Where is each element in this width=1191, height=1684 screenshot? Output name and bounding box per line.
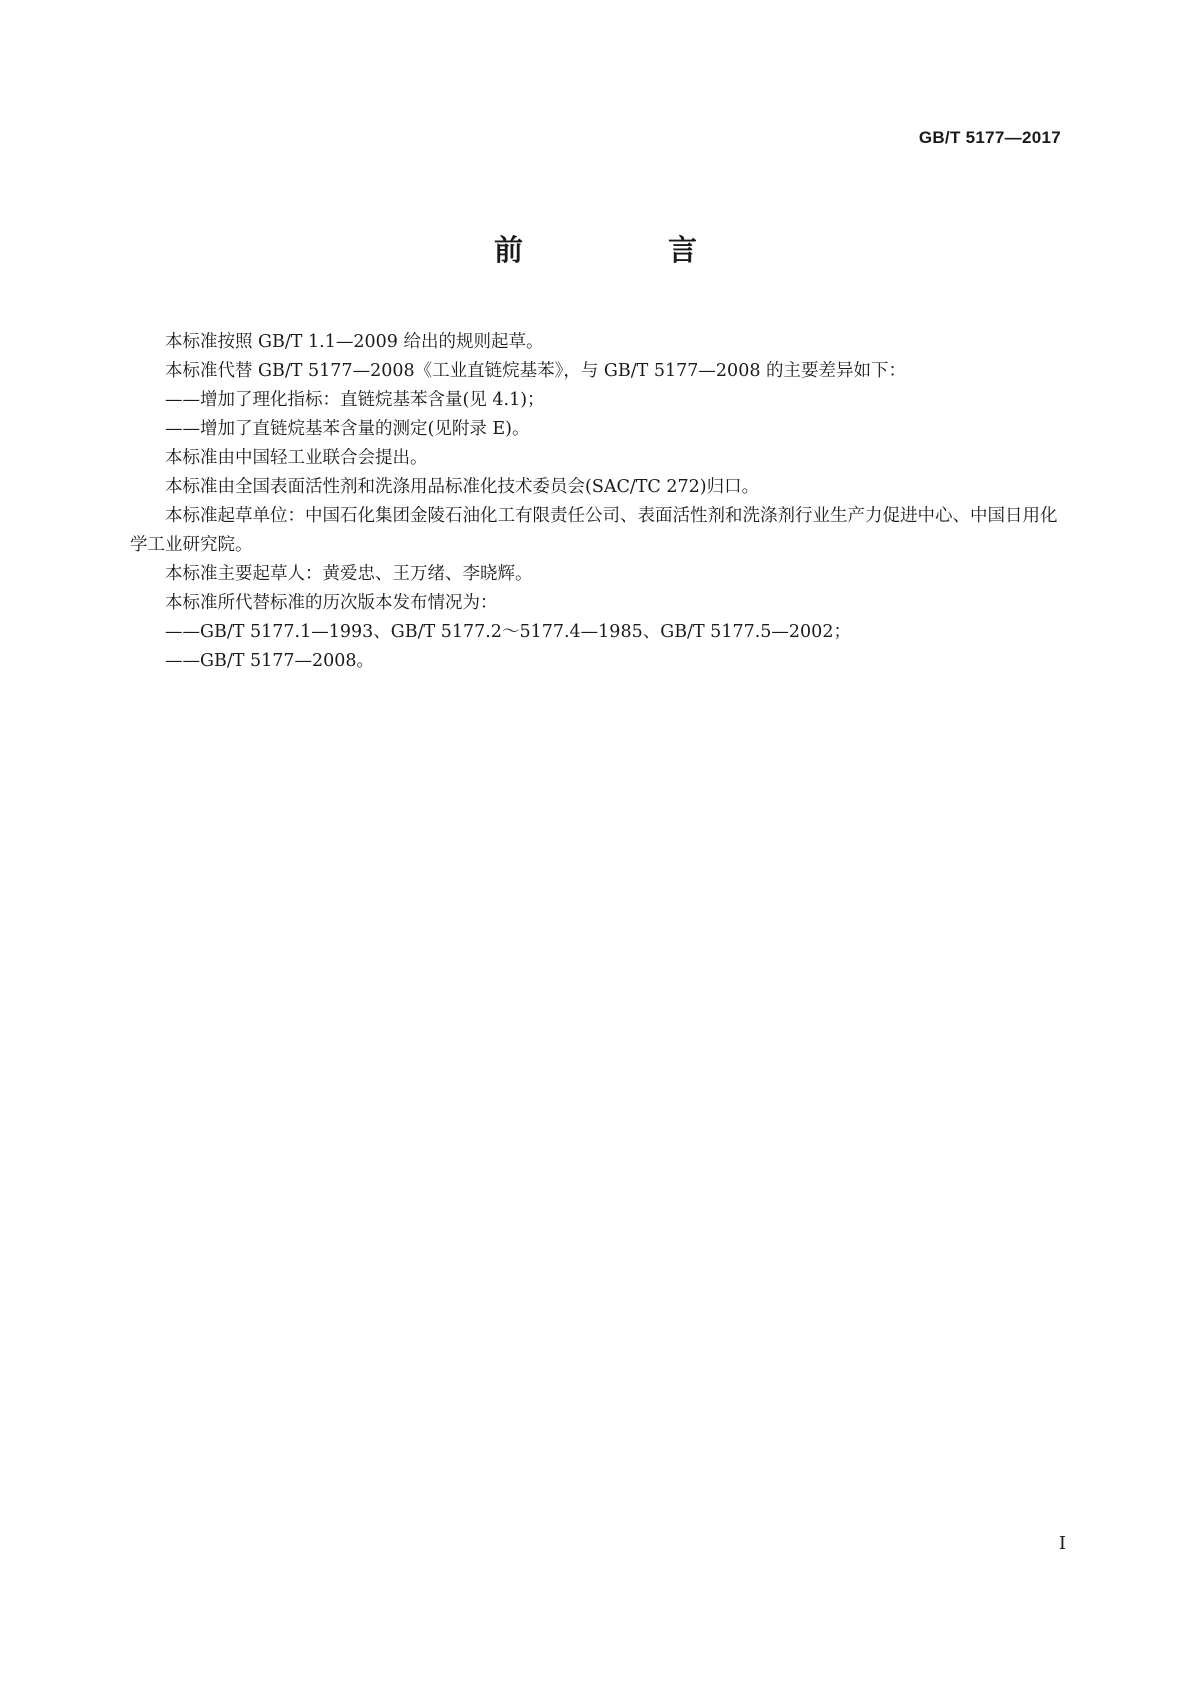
paragraph-proposer: 本标准由中国轻工业联合会提出。 [165,448,428,468]
paragraph-drafting-rules: 本标准按照 GB/T 1.1—2009 给出的规则起草。 [165,332,544,352]
foreword-body [130,328,1061,676]
paragraph-drafting-units: 本标准起草单位：中国石化集团金陵石油化工有限责任公司、表面活性剂和洗涤剂行业生产力促进中心、中国日用化学工业研究院。 [130,506,1058,555]
paragraph-history-1: ——GB/T 5177.1—1993、GB/T 5177.2～5177.4—1985、GB/T 5177.5—2002； [165,622,851,642]
standard-code-header: GB/T 5177—2017 [918,128,1061,147]
paragraph-history-2: ——GB/T 5177—2008。 [165,651,375,671]
paragraph-history-intro: 本标准所代替标准的历次版本发布情况为： [165,593,498,613]
paragraph-replacement: 本标准代替 GB/T 5177—2008《工业直链烷基苯》，与 GB/T 5177—2008 的主要差异如下： [165,361,907,381]
paragraph-committee: 本标准由全国表面活性剂和洗涤用品标准化技术委员会(SAC/TC 272)归口。 [165,477,760,497]
paragraph-change-1: ——增加了理化指标：直链烷基苯含量(见 4.1)； [165,390,545,410]
page-number: I [1058,1533,1066,1554]
paragraph-drafters: 本标准主要起草人：黄爱忠、王万绪、李晓辉。 [165,564,533,584]
paragraph-change-2: ——增加了直链烷基苯含量的测定(见附录 E)。 [165,419,530,439]
page-title: 前 言 [493,233,755,267]
